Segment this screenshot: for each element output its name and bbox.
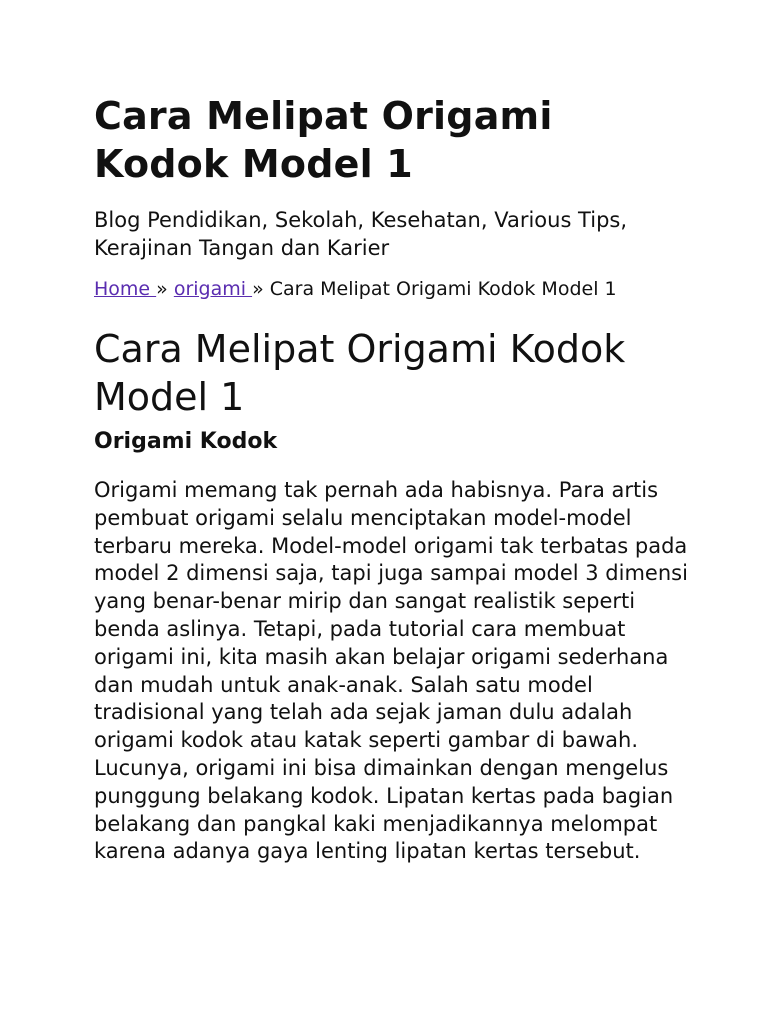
- breadcrumb-current: Cara Melipat Origami Kodok Model 1: [269, 278, 617, 300]
- site-description: Blog Pendidikan, Sekolah, Kesehatan, Various Tips, Kerajinan Tangan dan Karier: [94, 208, 628, 260]
- breadcrumb-home-link[interactable]: Home: [94, 278, 157, 300]
- breadcrumb-separator: »: [156, 278, 174, 300]
- post-title: Cara Melipat Origami Kodok Model 1: [94, 327, 626, 419]
- post-subheading: Origami Kodok: [94, 429, 278, 454]
- breadcrumb-separator: »: [252, 278, 270, 300]
- breadcrumb-category-link[interactable]: origami: [173, 278, 253, 300]
- post-paragraph: Origami memang tak pernah ada habisnya. Para artis pembuat origami selalu menciptakan model-model terbaru mereka. Model-model origami tak terbatas pada model 2 dimensi saja, tapi juga sampai model 3 dimensi yang benar-benar mirip dan sangat realistik seperti benda aslinya. Tetapi, pada tutorial cara membuat origami ini, kita masih akan belajar origami sederhana dan mudah untuk anak-anak. Salah satu model tradisional yang telah ada sejak jaman dulu adalah origami kodok atau katak seperti gambar di bawah. Lucunya, origami ini bisa dimainkan dengan mengelus punggung belakang kodok. Lipatan kertas pada bagian belakang dan pangkal kaki menjadikannya melompat karena adanya gaya lenting lipatan kertas tersebut.: [94, 478, 688, 864]
- site-title[interactable]: Cara Melipat Origami Kodok Model 1: [94, 94, 553, 186]
- breadcrumb: [94, 276, 688, 303]
